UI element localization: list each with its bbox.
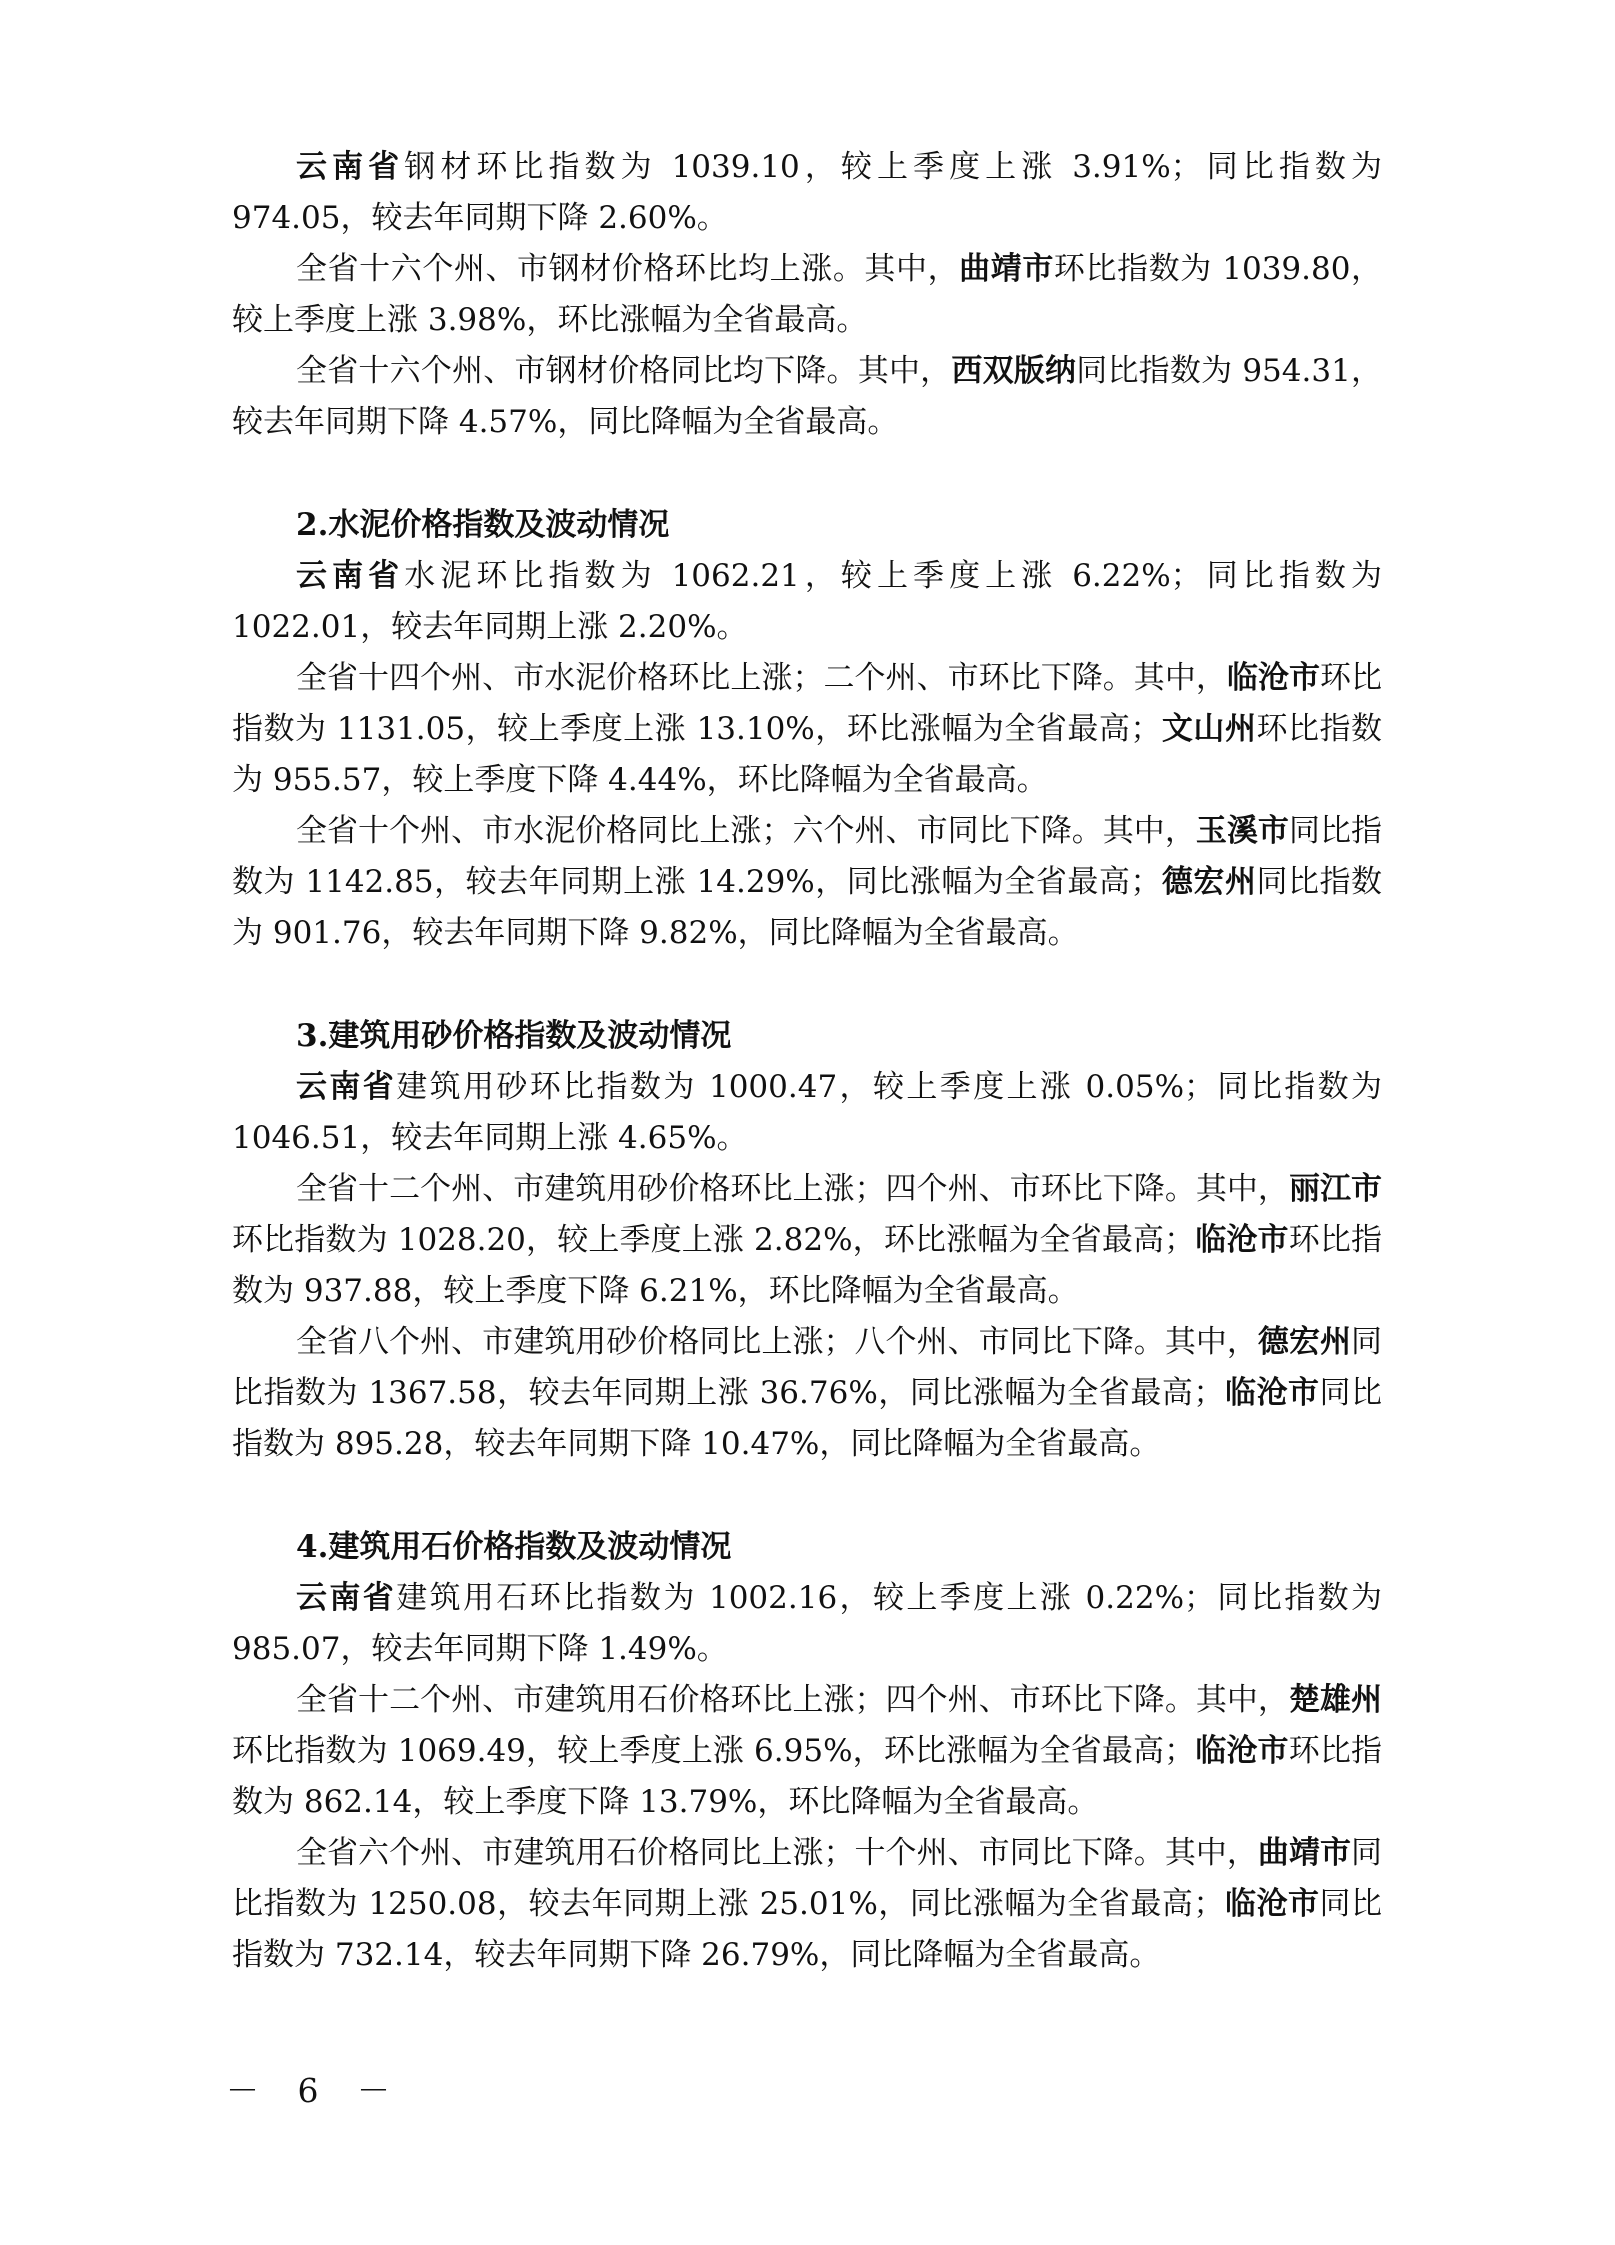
page-number: － 6 － — [226, 2071, 404, 2110]
region-name: 文山州 — [1161, 711, 1257, 747]
paragraph-text: 水泥环比指数为 1062.21，较上季度上涨 6.22%；同比指数为 1022.01，较去年同期上涨 2.20%。 — [232, 558, 1382, 645]
region-name: 云南省 — [296, 1069, 397, 1105]
paragraph — [232, 551, 1382, 653]
paragraph — [232, 1828, 1382, 1981]
paragraph — [232, 1675, 1382, 1828]
paragraph-text: 同比指数为 732.14，较去年同期下降 26.79%，同比降幅为全省最高。 — [232, 1886, 1383, 1973]
paragraph-text: 全省八个州、市建筑用砂价格同比上涨；八个州、市同比下降。其中， — [296, 1324, 1258, 1360]
region-name: 楚雄州 — [1288, 1682, 1382, 1718]
paragraph — [232, 1062, 1382, 1164]
region-name: 丽江市 — [1288, 1171, 1382, 1207]
section-spacer — [232, 959, 1382, 1011]
paragraph — [232, 653, 1382, 806]
section-heading: 3.建筑用砂价格指数及波动情况 — [296, 1018, 732, 1054]
section-3 — [232, 959, 1382, 1470]
region-name: 临沧市 — [1224, 1886, 1320, 1922]
section-heading: 4.建筑用石价格指数及波动情况 — [296, 1529, 732, 1565]
paragraph — [232, 1573, 1382, 1675]
paragraph-text: 同比指数为 1367.58，较去年同期上涨 36.76%，同比涨幅为全省最高； — [232, 1324, 1383, 1411]
paragraph — [232, 244, 1382, 346]
region-name: 临沧市 — [1226, 660, 1320, 696]
region-name: 西双版纳 — [951, 353, 1077, 389]
paragraph-text: 环比指数为 1039.80，较上季度上涨 3.98%，环比涨幅为全省最高。 — [232, 251, 1383, 338]
paragraph — [232, 142, 1382, 244]
paragraph-text: 同比指数为 1250.08，较去年同期上涨 25.01%，同比涨幅为全省最高； — [232, 1835, 1383, 1922]
paragraph-text: 环比指数为 1069.49，较上季度上涨 6.95%，环比涨幅为全省最高； — [232, 1733, 1196, 1769]
paragraph-text: 钢材环比指数为 1039.10，较上季度上涨 3.91%；同比指数为 974.05，较去年同期下降 2.60%。 — [232, 149, 1382, 236]
paragraph — [232, 806, 1382, 959]
section-1 — [232, 142, 1382, 448]
paragraph-text: 环比指数为 1131.05，较上季度上涨 13.10%，环比涨幅为全省最高； — [232, 660, 1383, 747]
document-body — [232, 142, 1382, 1981]
paragraph-text: 全省十六个州、市钢材价格环比均上涨。其中， — [296, 251, 960, 287]
region-name: 德宏州 — [1257, 1324, 1352, 1360]
region-name: 玉溪市 — [1195, 813, 1289, 849]
paragraph — [232, 346, 1382, 448]
region-name: 云南省 — [296, 558, 405, 594]
paragraph-text: 全省十二个州、市建筑用石价格环比上涨；四个州、市环比下降。其中， — [296, 1682, 1289, 1718]
section-spacer — [232, 448, 1382, 500]
paragraph-text: 同比指数为 901.76，较去年同期下降 9.82%，同比降幅为全省最高。 — [232, 864, 1383, 951]
paragraph-text: 全省十六个州、市钢材价格同比均下降。其中， — [296, 353, 952, 389]
paragraph-text: 全省十个州、市水泥价格同比上涨；六个州、市同比下降。其中， — [296, 813, 1196, 849]
region-name: 曲靖市 — [959, 251, 1054, 287]
paragraph-text: 环比指数为 1028.20，较上季度上涨 2.82%，环比涨幅为全省最高； — [232, 1222, 1196, 1258]
section-list — [232, 142, 1382, 1981]
paragraph-text: 环比指数为 862.14，较上季度下降 13.79%，环比降幅为全省最高。 — [232, 1733, 1382, 1820]
region-name: 临沧市 — [1195, 1733, 1289, 1769]
paragraph — [232, 1164, 1382, 1317]
paragraph-text: 同比指数为 895.28，较去年同期下降 10.47%，同比降幅为全省最高。 — [232, 1375, 1383, 1462]
region-name: 云南省 — [296, 1580, 397, 1616]
section-heading: 2.水泥价格指数及波动情况 — [296, 507, 670, 543]
section-4 — [232, 1470, 1382, 1981]
paragraph-text: 建筑用砂环比指数为 1000.47，较上季度上涨 0.05%；同比指数为 1046.51，较去年同期上涨 4.65%。 — [232, 1069, 1382, 1156]
paragraph-text: 建筑用石环比指数为 1002.16，较上季度上涨 0.22%；同比指数为 985.07，较去年同期下降 1.49%。 — [232, 1580, 1382, 1667]
paragraph-text: 全省十四个州、市水泥价格环比上涨；二个州、市环比下降。其中， — [296, 660, 1227, 696]
section-spacer — [232, 1470, 1382, 1522]
region-name: 德宏州 — [1161, 864, 1257, 900]
paragraph-text: 同比指数为 1142.85，较去年同期上涨 14.29%，同比涨幅为全省最高； — [232, 813, 1383, 900]
paragraph-text: 全省十二个州、市建筑用砂价格环比上涨；四个州、市环比下降。其中， — [296, 1171, 1289, 1207]
paragraph — [232, 1317, 1382, 1470]
section-2 — [232, 448, 1382, 959]
region-name: 临沧市 — [1224, 1375, 1320, 1411]
paragraph-text: 环比指数为 955.57，较上季度下降 4.44%，环比降幅为全省最高。 — [232, 711, 1383, 798]
region-name: 云南省 — [296, 149, 405, 185]
paragraph-text: 环比指数为 937.88，较上季度下降 6.21%，环比降幅为全省最高。 — [232, 1222, 1382, 1309]
paragraph-text: 同比指数为 954.31，较去年同期下降 4.57%，同比降幅为全省最高。 — [232, 353, 1383, 440]
region-name: 临沧市 — [1195, 1222, 1289, 1258]
region-name: 曲靖市 — [1257, 1835, 1352, 1871]
paragraph-text: 全省六个州、市建筑用石价格同比上涨；十个州、市同比下降。其中， — [296, 1835, 1258, 1871]
